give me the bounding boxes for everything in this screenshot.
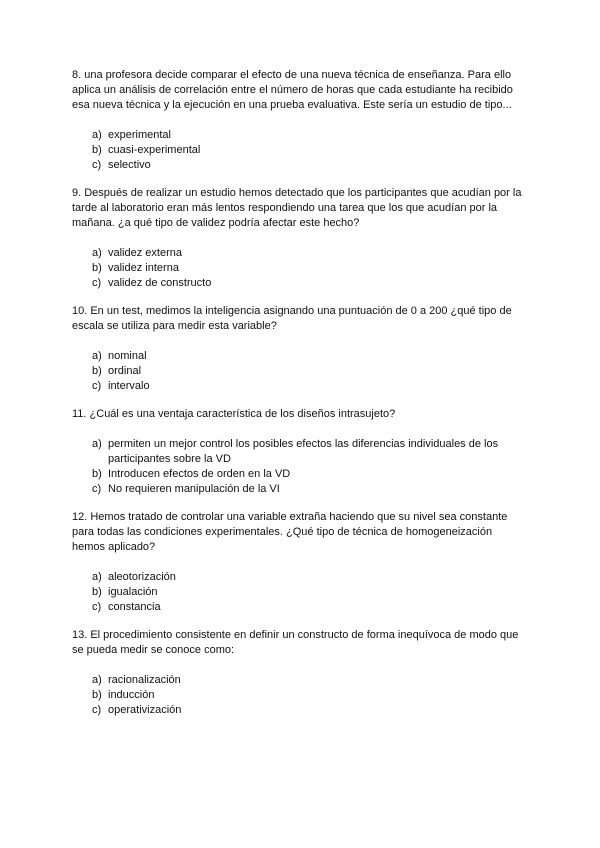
option-letter: c) [92, 380, 102, 392]
option-text: racionalización [108, 674, 181, 686]
option-list [72, 128, 524, 173]
option-text: operativización [108, 704, 182, 716]
question-stem: 9. Después de realizar un estudio hemos detectado que los participantes que acudían por la tarde al laboratorio eran más lentos respondiendo una tarea que los que acudían por la mañana. ¿a qué tipo de validez podría afectar este hecho? [72, 187, 522, 229]
option-list [72, 437, 512, 497]
option-letter: a) [92, 438, 102, 450]
option-letter: b) [92, 365, 102, 377]
option-text: permiten un mejor control los posibles efectos las diferencias individuales de los participantes sobre la VD [108, 438, 499, 465]
question-11 [72, 407, 524, 497]
option-a [72, 673, 524, 688]
option-text: aleotorización [108, 571, 176, 583]
option-text: nominal [108, 350, 147, 362]
option-c [72, 158, 524, 173]
question-9 [72, 186, 524, 291]
option-letter: a) [92, 674, 102, 686]
question-10 [72, 304, 524, 394]
option-text: No requieren manipulación de la VI [108, 483, 280, 495]
option-text: selectivo [108, 159, 151, 171]
option-c [72, 379, 524, 394]
question-stem: 12. Hemos tratado de controlar una variable extraña haciendo que su nivel sea constante para todas las condiciones experimentales. ¿Qué tipo de técnica de homogeneización hemos aplicado? [72, 511, 508, 553]
question-stem: 8. una profesora decide comparar el efecto de una nueva técnica de enseñanza. Para ello aplica un análisis de correlación entre el número de horas que cada estudiante ha recibido esa nueva técnica y la ejecución en una prueba evaluativa. Este sería un estudio de tipo... [72, 69, 513, 111]
option-text: constancia [108, 601, 161, 613]
option-letter: c) [92, 483, 102, 495]
option-letter: a) [92, 129, 102, 141]
option-letter: c) [92, 601, 102, 613]
option-letter: b) [92, 586, 102, 598]
question-stem: 13. El procedimiento consistente en definir un constructo de forma inequívoca de modo que se pueda medir se conoce como: [72, 629, 519, 656]
option-list [72, 673, 524, 718]
option-text: validez externa [108, 247, 182, 259]
option-c [72, 600, 524, 615]
option-a [72, 128, 524, 143]
option-letter: c) [92, 277, 102, 289]
option-letter: a) [92, 247, 102, 259]
option-list [72, 246, 524, 291]
option-letter: c) [92, 704, 102, 716]
option-text: ordinal [108, 365, 142, 377]
option-c [72, 482, 512, 497]
option-b [72, 143, 524, 158]
question-stem: 10. En un test, medimos la inteligencia asignando una puntuación de 0 a 200 ¿qué tipo de escala se utiliza para medir esta variable? [72, 305, 512, 332]
option-text: validez de constructo [108, 277, 212, 289]
option-letter: b) [92, 689, 102, 701]
option-text: cuasi-experimental [108, 144, 201, 156]
question-13 [72, 628, 524, 718]
option-text: validez interna [108, 262, 179, 274]
option-text: inducción [108, 689, 155, 701]
option-c [72, 703, 524, 718]
option-letter: a) [92, 350, 102, 362]
option-a [72, 437, 512, 467]
option-c [72, 276, 524, 291]
question-12 [72, 510, 524, 615]
option-letter: b) [92, 262, 102, 274]
option-b [72, 364, 524, 379]
question-stem: 11. ¿Cuál es una ventaja característica de los diseños intrasujeto? [72, 408, 396, 420]
option-letter: b) [92, 144, 102, 156]
option-b [72, 467, 512, 482]
option-b [72, 261, 524, 276]
option-a [72, 570, 524, 585]
option-text: Introducen efectos de orden en la VD [108, 468, 291, 480]
option-b [72, 688, 524, 703]
option-text: igualación [108, 586, 158, 598]
option-list [72, 349, 524, 394]
option-list [72, 570, 524, 615]
option-text: experimental [108, 129, 171, 141]
option-text: intervalo [108, 380, 150, 392]
option-letter: a) [92, 571, 102, 583]
option-b [72, 585, 524, 600]
option-letter: c) [92, 159, 102, 171]
question-8 [72, 68, 524, 173]
option-a [72, 349, 524, 364]
option-letter: b) [92, 468, 102, 480]
option-a [72, 246, 524, 261]
